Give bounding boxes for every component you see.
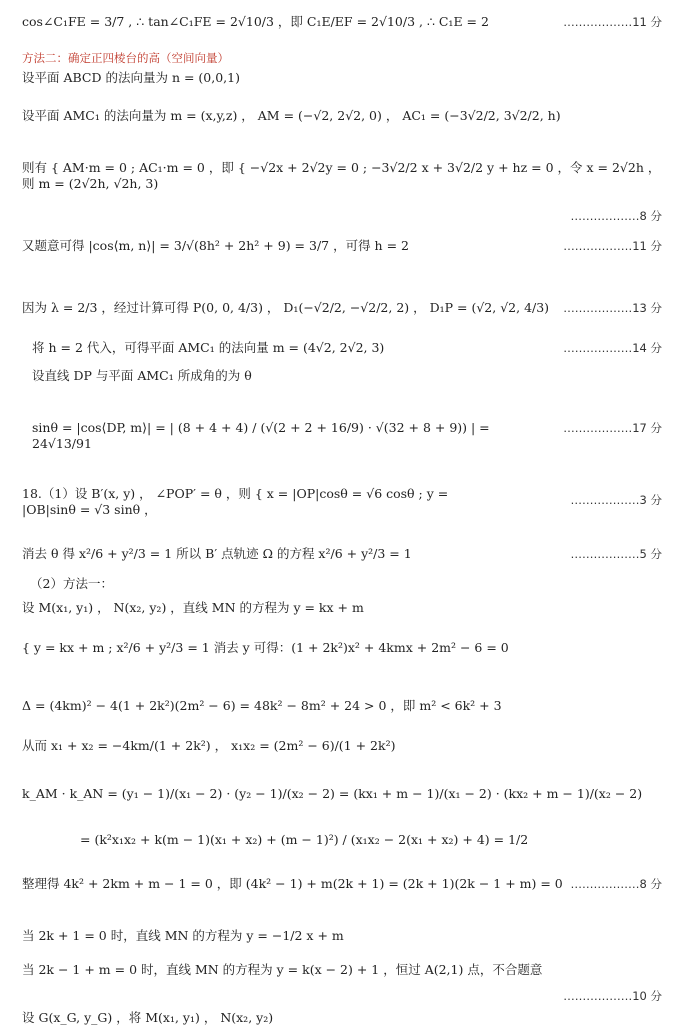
- score-11: ………………11 分: [563, 15, 662, 29]
- line-normal-amc1: 设平面 AMC₁ 的法向量为 m = (x,y,z) ， AM = (−√2, 2√2, 0) ， AC₁ = (−3√2/2, 3√2/2, h): [22, 108, 561, 123]
- method-two-title: 方法二：确定正四棱台的高（空间向量）: [22, 51, 229, 65]
- score-3: ………………3 分: [570, 493, 662, 507]
- score-8a: ………………8 分: [570, 209, 662, 223]
- line-simplify: 整理得 4k² + 2km + m − 1 = 0 ，即 (4k² − 1) + m(2k + 1) = (2k + 1)(2k − 1 + m) = 0: [22, 876, 563, 891]
- line-system-ellipse: { y = kx + m ; x²/6 + y²/3 = 1 消去 y 可得：(1 + 2k²)x² + 4kmx + 2m² − 6 = 0: [22, 640, 509, 655]
- score-14: ………………14 分: [563, 341, 662, 355]
- line-slope-product: k_AM · k_AN = (y₁ − 1)/(x₁ − 2) · (y₂ − 1)/(x₂ − 2) = (kx₁ + m − 1)/(x₁ − 2) · (kx₂ + m − 1)/(x₂ − 2): [22, 786, 643, 801]
- line-cos-tan: cos∠C₁FE = 3/7 , ∴ tan∠C₁FE = 2√10/3 ，即 C₁E/EF = 2√10/3 , ∴ C₁E = 2: [22, 14, 489, 29]
- score-11b: ………………11 分: [563, 239, 662, 253]
- line-substitute-h: 将 h = 2 代入，可得平面 AMC₁ 的法向量 m = (4√2, 2√2, 3): [32, 340, 385, 355]
- score-13: ………………13 分: [563, 301, 662, 315]
- score-17: ………………17 分: [563, 421, 662, 435]
- line-eliminate-theta: 消去 θ 得 x²/6 + y²/3 = 1 所以 B′ 点轨迹 Ω 的方程 x²/6 + y²/3 = 1: [22, 546, 412, 561]
- score-5: ………………5 分: [570, 547, 662, 561]
- line-theta-def: 设直线 DP 与平面 AMC₁ 所成角的为 θ: [32, 368, 252, 383]
- line-sin-theta: sinθ = |cos⟨DP, m⟩| = | (8 + 4 + 4) / (√(2 + 2 + 16/9) · √(32 + 8 + 9)) | = 24√13/91: [32, 420, 490, 451]
- score-10: ………………10 分: [563, 989, 662, 1003]
- line-normal-abcd: 设平面 ABCD 的法向量为 n = (0,0,1): [22, 70, 240, 85]
- line-case-one: 当 2k + 1 = 0 时，直线 MN 的方程为 y = −1/2 x + m: [22, 928, 344, 943]
- line-cos-angle: 又题意可得 |cos⟨m, n⟩| = 3/√(8h² + 2h² + 9) = 3/7 ，可得 h = 2: [22, 238, 409, 253]
- line-vieta: 从而 x₁ + x₂ = −4km/(1 + 2k²) ， x₁x₂ = (2m² − 6)/(1 + 2k²): [22, 738, 396, 753]
- line-part2-method1: （2）方法一：: [30, 576, 113, 591]
- line-case-two: 当 2k − 1 + m = 0 时，直线 MN 的方程为 y = k(x − 2) + 1 ，恒过 A(2,1) 点，不合题意: [22, 962, 543, 977]
- line-slope-product-result: = (k²x₁x₂ + k(m − 1)(x₁ + x₂) + (m − 1)²) / (x₁x₂ − 2(x₁ + x₂) + 4) = 1/2: [80, 832, 529, 847]
- line-system-normal: 则有 { AM·m = 0 ; AC₁·m = 0 ，即 { −√2x + 2√2y = 0 ; −3√2/2 x + 3√2/2 y + hz = 0 ，令 x = 2√2h ，则 m = (2√2h, √2h, 3): [22, 160, 661, 191]
- line-q18-part1: 18.（1）设 B′(x, y) ， ∠POP′ = θ ，则 { x = |OP|cosθ = √6 cosθ ; y = |OB|sinθ = √3 sinθ ，: [22, 486, 449, 517]
- line-lambda: 因为 λ = 2/3 ，经过计算可得 P(0, 0, 4/3) ， D₁(−√2/2, −√2/2, 2) ， D₁P = (√2, √2, 4/3): [22, 300, 550, 315]
- line-set-mn: 设 M(x₁, y₁) ， N(x₂, y₂) ，直线 MN 的方程为 y = kx + m: [22, 600, 364, 615]
- score-8b: ………………8 分: [570, 877, 662, 891]
- line-discriminant: Δ = (4km)² − 4(1 + 2k²)(2m² − 6) = 48k² − 8m² + 24 > 0 ，即 m² < 6k² + 3: [22, 698, 502, 713]
- line-set-g: 设 G(x_G, y_G) ，将 M(x₁, y₁) ， N(x₂, y₂): [22, 1010, 274, 1025]
